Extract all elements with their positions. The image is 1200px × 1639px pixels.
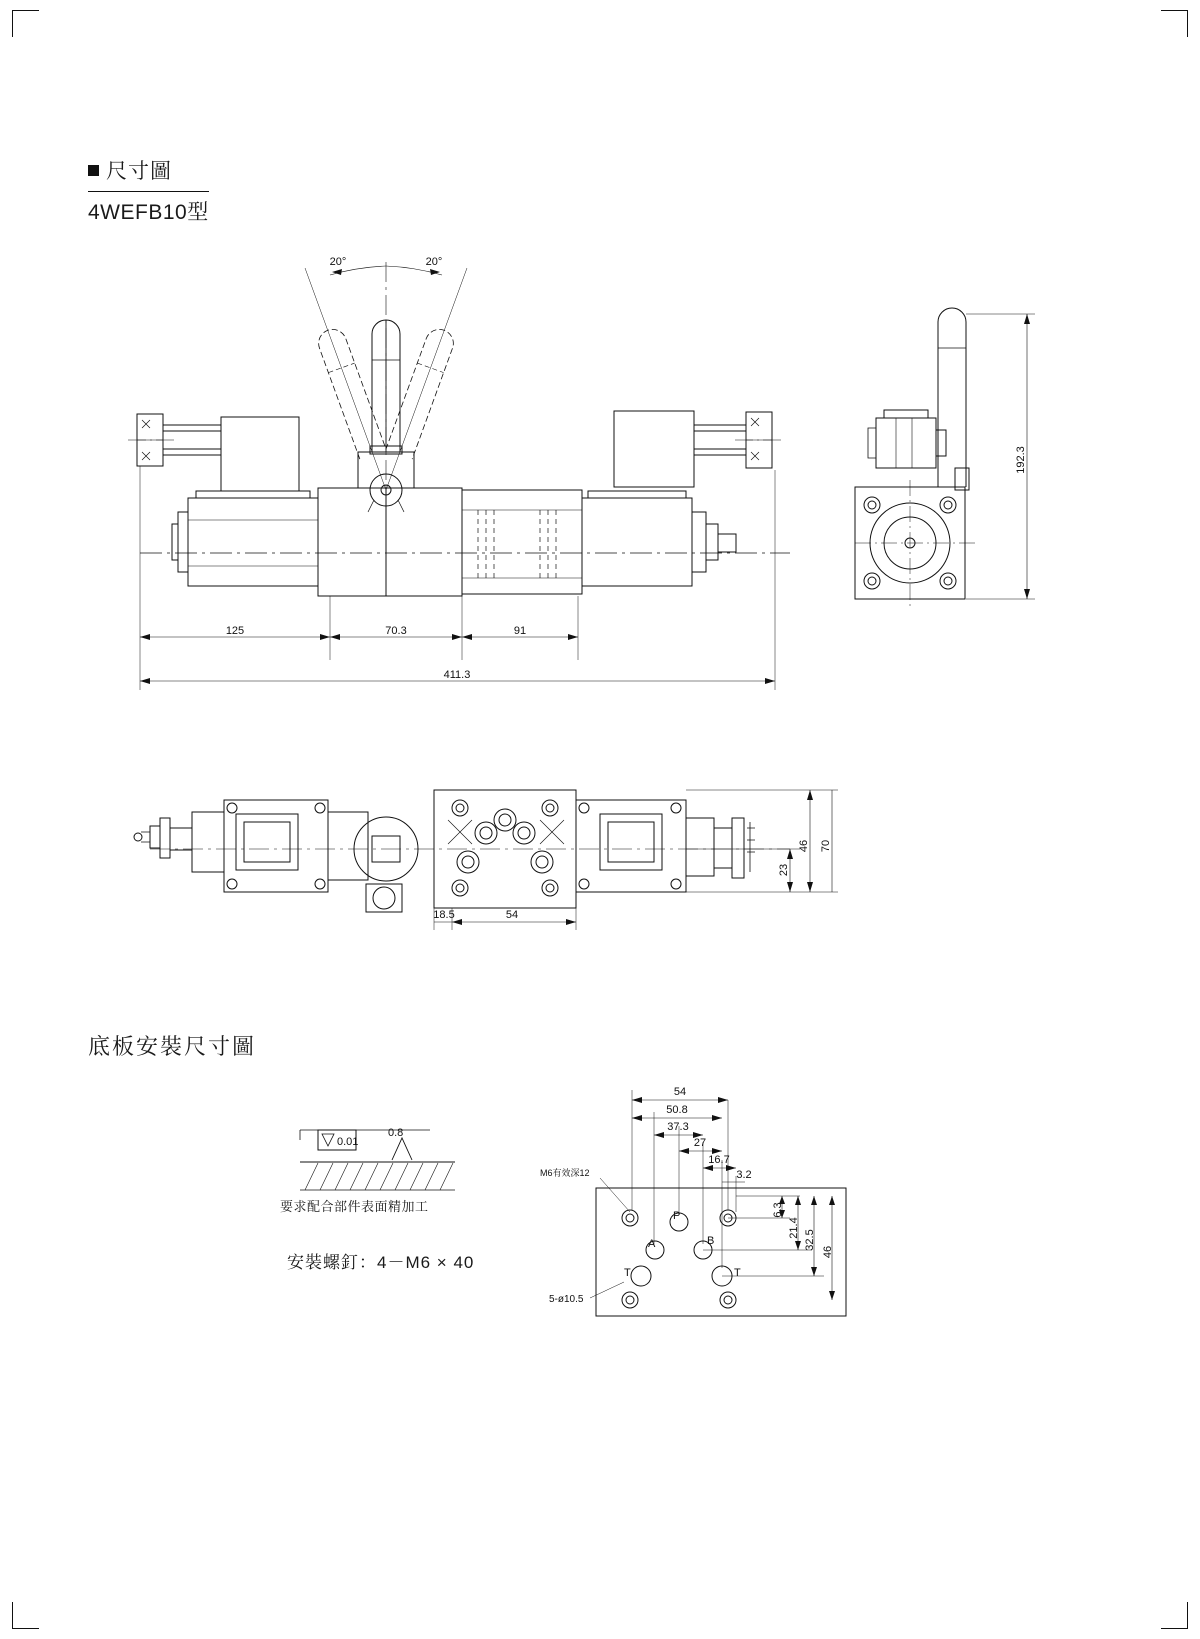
dim-192-3: 192.3 — [1015, 446, 1027, 474]
dim-21-4: 21.4 — [788, 1217, 800, 1239]
note-mounting-screws: 安裝螺釘：4－M6 × 40 — [287, 1253, 475, 1272]
port-label-t-right: T — [734, 1267, 741, 1279]
port-label-t-left: T — [624, 1267, 631, 1279]
dim-411-3: 411.3 — [443, 669, 471, 681]
dim-54-mid: 54 — [505, 909, 519, 921]
dim-46-mid: 46 — [798, 839, 810, 853]
port-label-b: B — [707, 1235, 715, 1247]
dim-23: 23 — [778, 863, 790, 877]
dim-16-7: 16.7 — [708, 1154, 730, 1166]
port-label-a: A — [648, 1238, 656, 1250]
dim-54-base: 54 — [673, 1086, 687, 1098]
dim-18-5: 18.5 — [433, 909, 455, 921]
section-title-base-mounting: 底板安裝尺寸圖 — [88, 1034, 257, 1059]
note-thread-depth: M6有效深12 — [540, 1168, 590, 1178]
note-surface-finish: 要求配合部件表面精加工 — [280, 1199, 429, 1214]
page-title: 尺寸圖 — [106, 160, 172, 183]
dim-50-8: 50.8 — [666, 1104, 688, 1116]
note-hole-dia: 5-ø10.5 — [549, 1294, 584, 1305]
flatness-tolerance-value: 0.01 — [337, 1136, 359, 1148]
dim-3-2: 3.2 — [736, 1169, 752, 1181]
dim-angle-left: 20° — [329, 256, 347, 268]
dim-angle-right: 20° — [425, 256, 443, 268]
dim-91: 91 — [513, 625, 527, 637]
dim-27: 27 — [693, 1137, 707, 1149]
dim-125: 125 — [225, 625, 245, 637]
dim-6-3: 6.3 — [772, 1202, 784, 1218]
dim-70: 70 — [820, 839, 832, 853]
dim-70-3: 70.3 — [385, 625, 407, 637]
roughness-value: 0.8 — [388, 1127, 404, 1139]
model-label: 4WEFB10型 — [88, 191, 209, 226]
dim-32-5: 32.5 — [804, 1229, 816, 1251]
dim-37-3: 37.3 — [667, 1121, 689, 1133]
dim-46-base: 46 — [822, 1245, 834, 1259]
port-label-p: P — [673, 1210, 681, 1222]
